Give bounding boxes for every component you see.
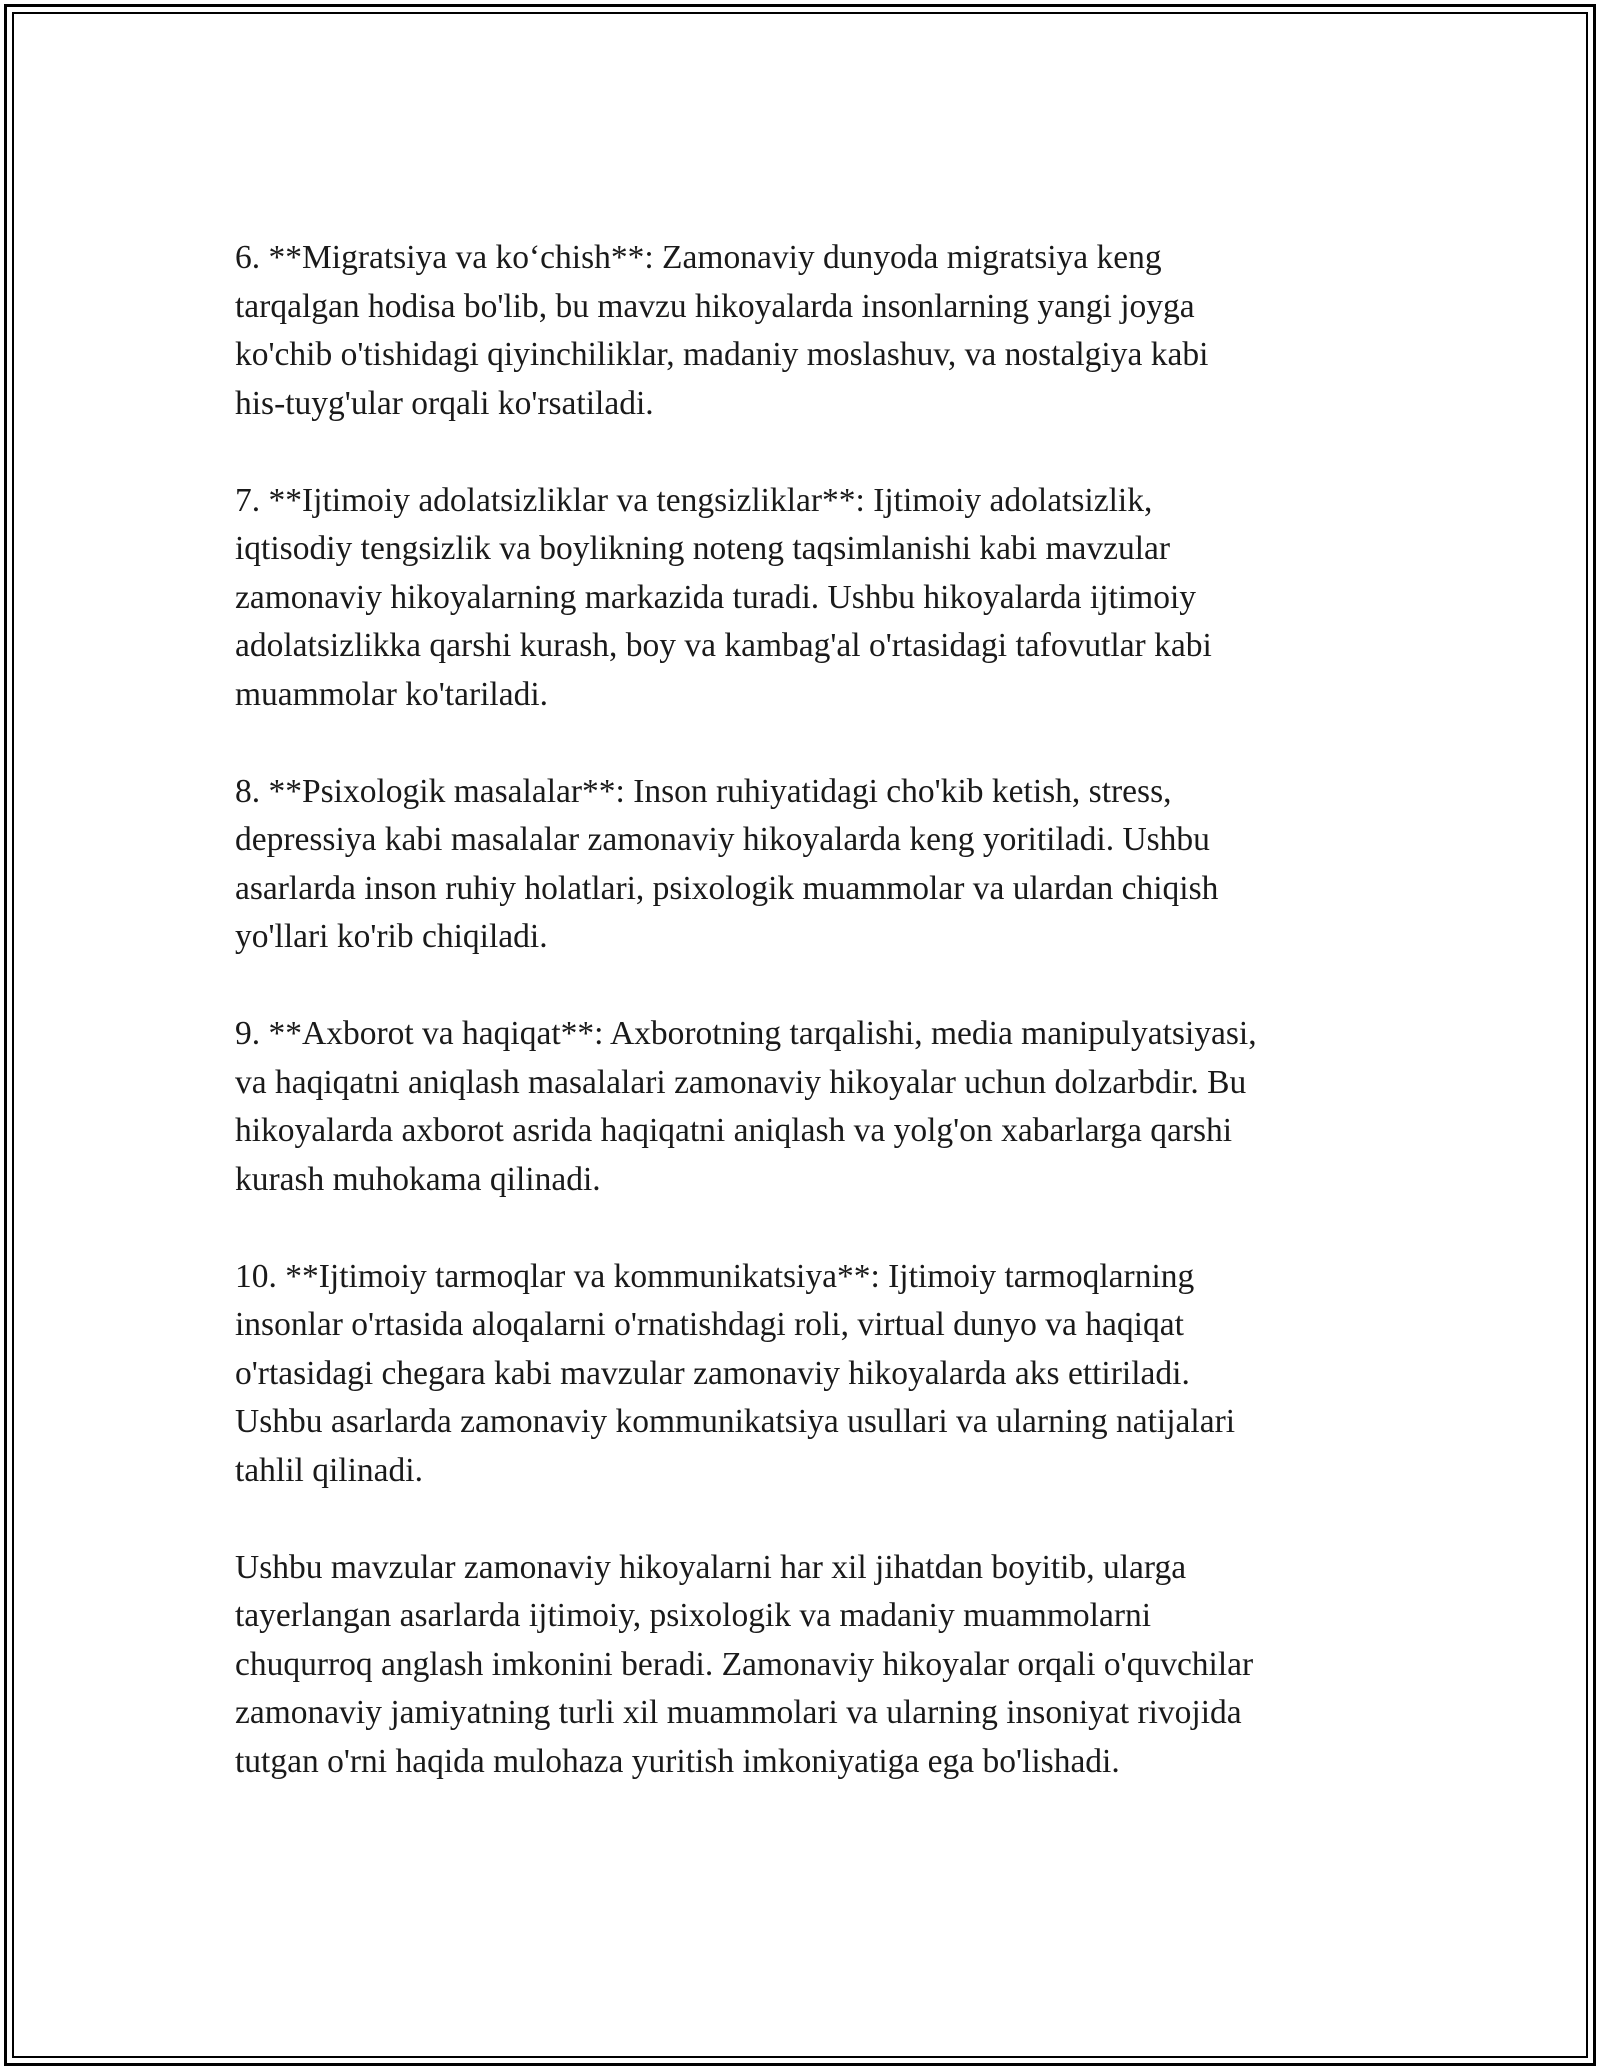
paragraph-psychological-issues: 8. **Psixologik masalalar**: Inson ruhiyatidagi cho'kib ketish, stress, depressiya kabi masalalar zamonaviy hikoyalarda keng yoritiladi. Ushbu asarlarda inson ruhiy holatlari, psixologik muammolar va ulardan chiqish yo'llari ko'rib chiqiladi. <box>235 772 1219 955</box>
paragraph-conclusion: Ushbu mavzular zamonaviy hikoyalarni har xil jihatdan boyitib, ularga tayerlangan asarlarda ijtimoiy, psixologik va madaniy muammolarni chuqurroq anglash imkonini beradi. Zamonaviy hikoyalar orqali o'quvchilar zamonaviy jamiyatning turli xil muammolari va ularning insoniyat rivojida tutgan o'rni haqida mulohaza yuritish imkoniyatiga ega bo'lishadi. <box>235 1548 1254 1780</box>
paragraph-information-truth: 9. **Axborot va haqiqat**: Axborotning tarqalishi, media manipulyatsiyasi, va haqiqatni aniqlash masalalari zamonaviy hikoyalar uchun dolzarbdir. Bu hikoyalarda axborot asrida haqiqatni aniqlash va yolg'on xabarlarga qarshi kurash muhokama qilinadi. <box>235 1015 1257 1198</box>
paragraph-migration: 6. **Migratsiya va ko‘chish**: Zamonaviy dunyoda migratsiya keng tarqalgan hodisa bo'lib, bu mavzu hikoyalarda insonlarning yangi joyga ko'chib o'tishidagi qiyinchiliklar, madaniy moslashuv, va nostalgiya kabi his-tuyg'ular orqali ko'rsatiladi. <box>235 239 1209 422</box>
paragraph-social-injustice: 7. **Ijtimoiy adolatsizliklar va tengsizliklar**: Ijtimoiy adolatsizlik, iqtisodiy tengsizlik va boylikning noteng taqsimlanishi kabi mavzular zamonaviy hikoyalarning markazida turadi. Ushbu hikoyalarda ijtimoiy adolatsizlikka qarshi kurash, boy va kambag'al o'rtasidagi tafovutlar kabi muammolar ko'tariladi. <box>235 481 1212 713</box>
paragraph-social-networks: 10. **Ijtimoiy tarmoqlar va kommunikatsiya**: Ijtimoiy tarmoqlarning insonlar o'rtasida aloqalarni o'rnatishdagi roli, virtual dunyo va haqiqat o'rtasidagi chegara kabi mavzular zamonaviy hikoyalarda aks ettiriladi. Ushbu asarlarda zamonaviy kommunikatsiya usullari va ularning natijalari tahlil qilinadi. <box>235 1257 1236 1489</box>
document-body <box>235 234 1375 1786</box>
